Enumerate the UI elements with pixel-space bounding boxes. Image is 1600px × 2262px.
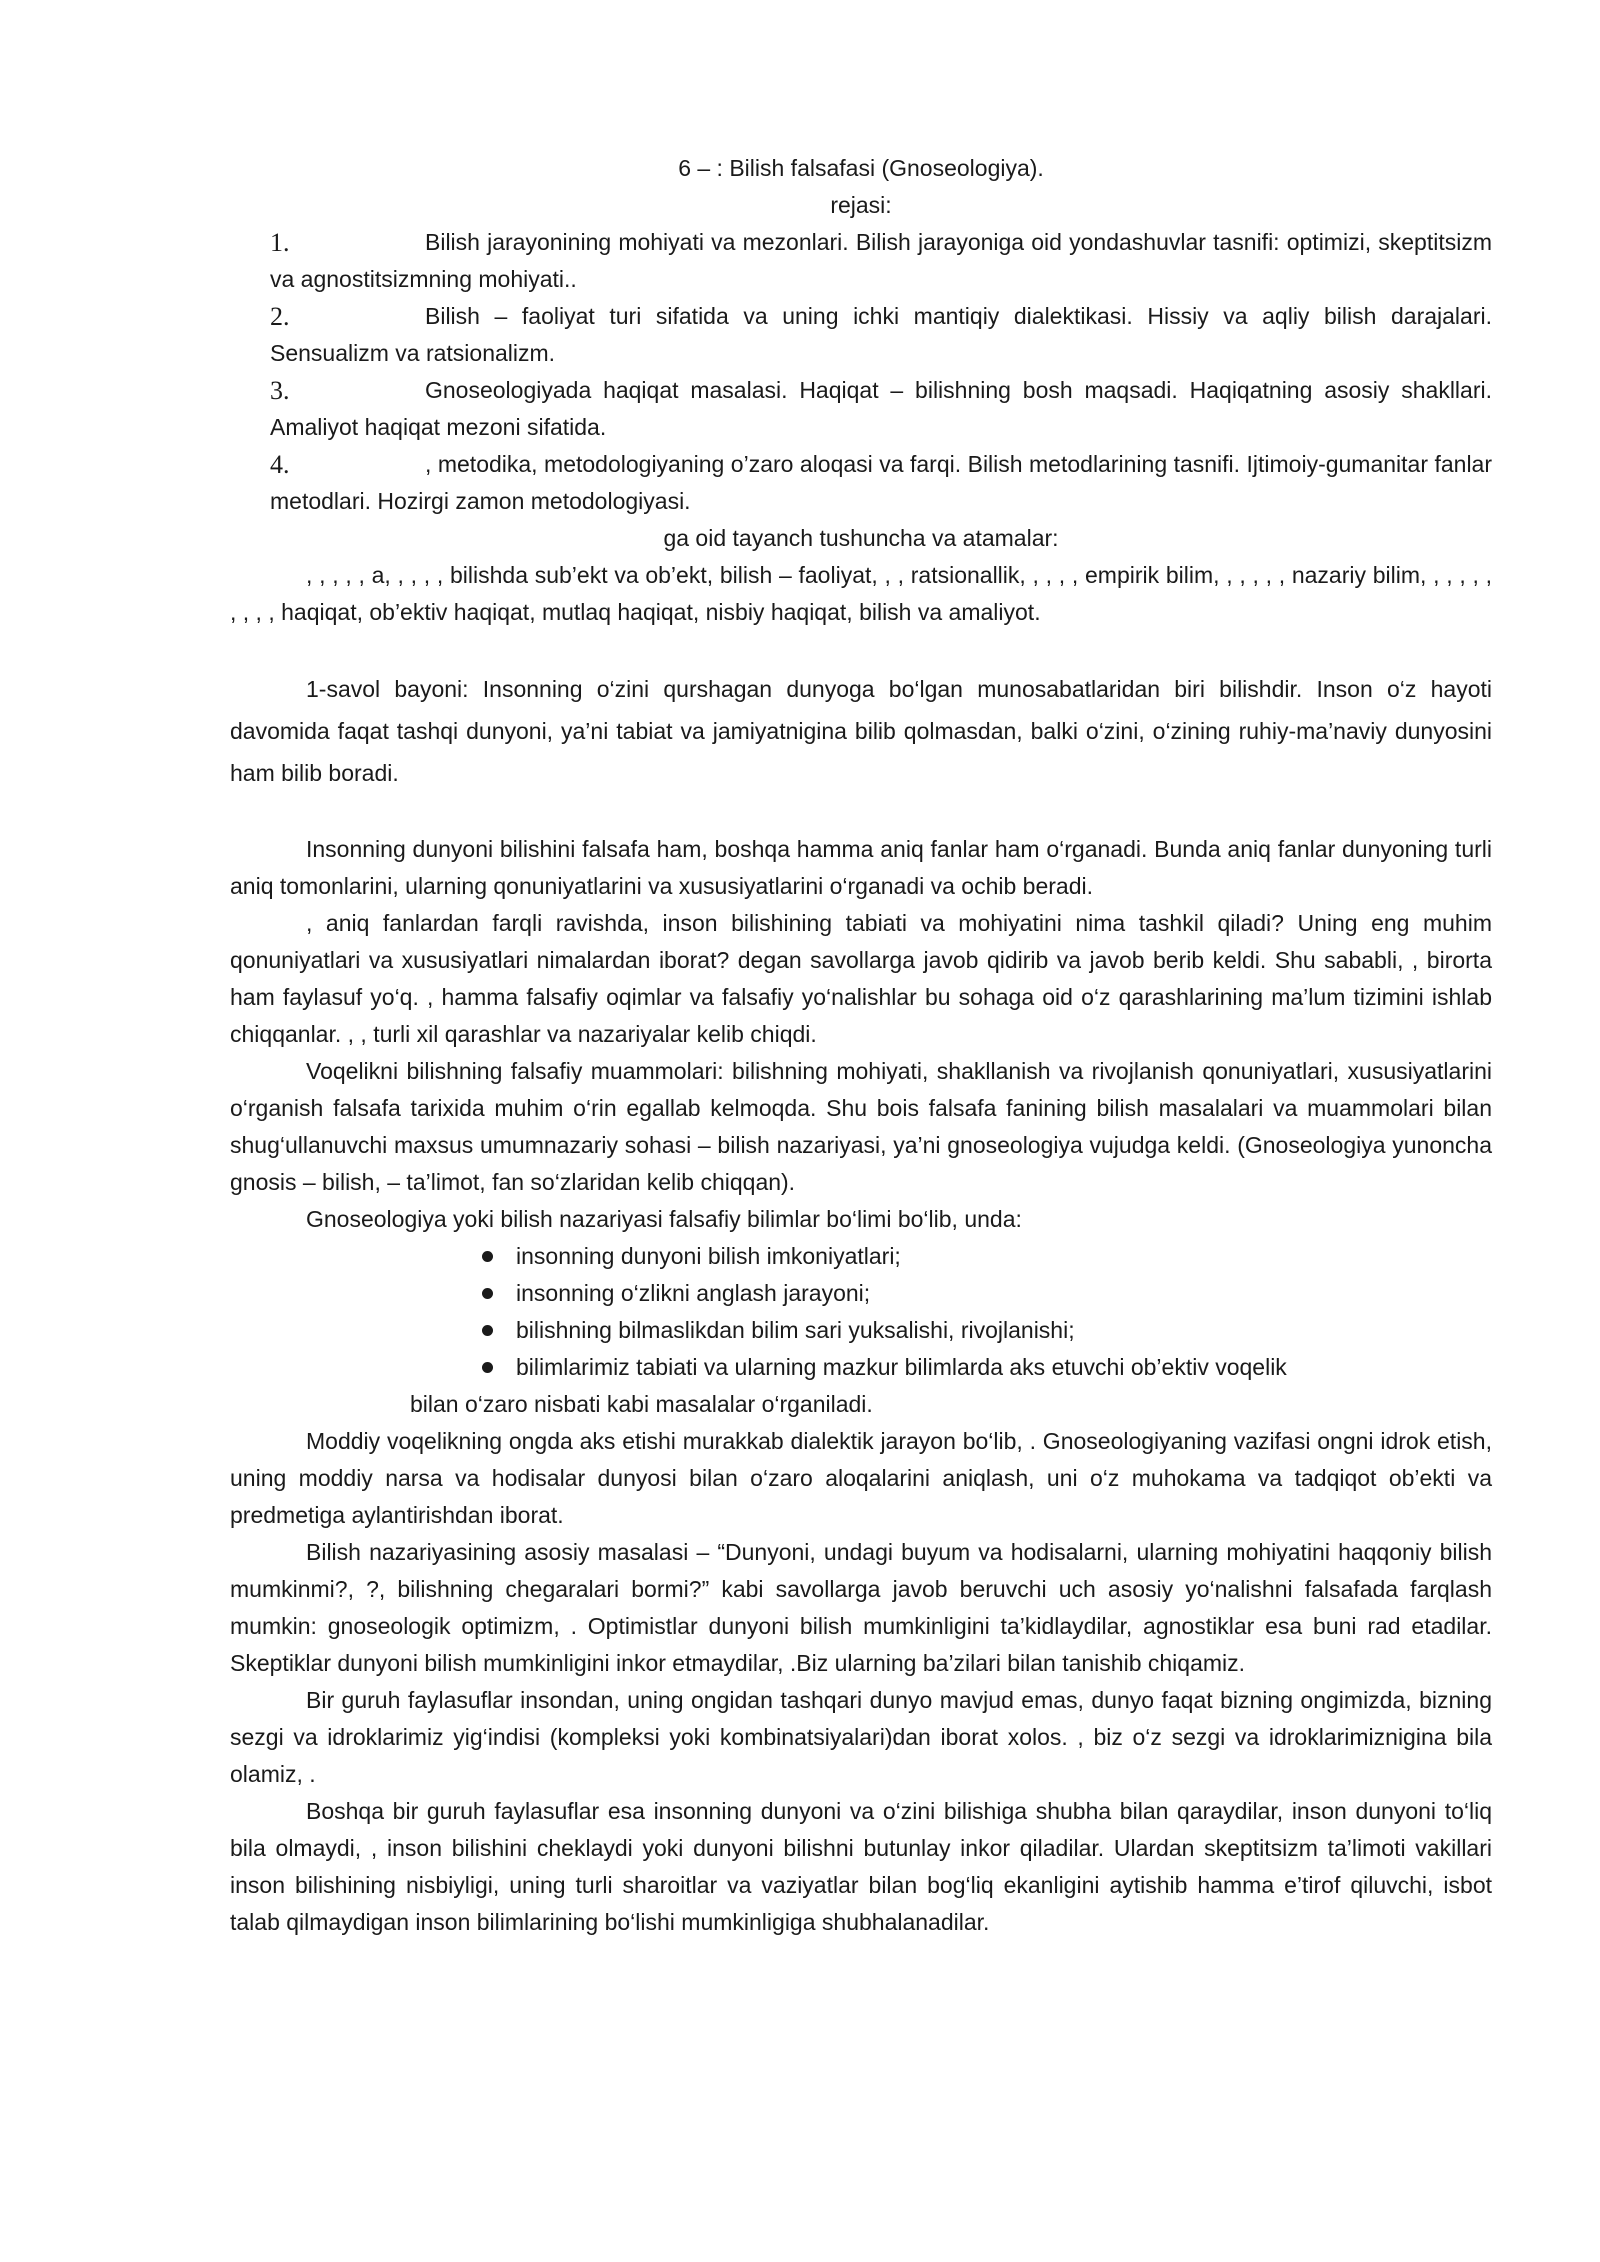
bullet-item: insonning o‘zlikni anglash jarayoni; <box>480 1275 1492 1312</box>
plan-text: Bilish jarayonining mohiyati va mezonlari. Bilish jarayoniga oid yondashuvlar tasnifi: optimizi, skeptitsizm va agnostitsizmning mohiyati.. <box>270 229 1492 292</box>
plan-text: Gnoseologiyada haqiqat masalasi. Haqiqat – bilishning bosh maqsadi. Haqiqatning asosiy shakllari. Amaliyot haqiqat mezoni sifatida. <box>270 377 1492 440</box>
body-paragraph: Bir guruh faylasuflar insondan, uning ongidan tashqari dunyo mavjud emas, dunyo faqat bizning ongimizda, bizning sezgi va idroklarimiz yig‘indisi (kompleksi yoki kombinatsiyalari)dan iborat xolos. , biz o‘z sezgi va idroklarimiznigina bila olamiz, . <box>230 1687 1492 1787</box>
plan-text: Bilish – faoliyat turi sifatida va uning ichki mantiqiy dialektikasi. Hissiy va aqliy bilish darajalari. Sensualizm va ratsionalizm. <box>270 303 1492 366</box>
bullet-item: insonning dunyoni bilish imkoniyatlari; <box>480 1238 1492 1275</box>
bullet-list <box>230 1238 1492 1386</box>
body-paragraph: Boshqa bir guruh faylasuflar esa insonning dunyoni va o‘zini bilishiga shubha bilan qaraydilar, inson dunyoni to‘liq bila olmaydi, , inson bilishini cheklaydi yoki dunyoni bilishni butunlay inkor qiladilar. Ulardan skeptitsizm ta’limoti vakillari inson bilishining nisbiyligi, uning turli sharoitlar va vaziyatlar bilan bog‘liq ekanligini aytishib hamma e’tirof qiluvchi, isbot talab qilmaydigan inson bilimlarining bo‘lishi mumkinligiga shubhalanadilar. <box>230 1798 1492 1935</box>
plan-number: 2. <box>270 302 290 331</box>
body-paragraph: Bilish nazariyasining asosiy masalasi – “Dunyoni, undagi buyum va hodisalarni, ularning mohiyatini haqqoniy bilish mumkinmi?, ?, bilishning chegaralari bormi?” kabi savollarga javob beruvchi uch asosiy yo‘nalishni falsafada farqlash mumkin: gnoseologik optimizm, . Optimistlar dunyoni bilish mumkinligini ta’kidlaydilar, agnostiklar esa buni rad etadilar. Skeptiklar dunyoni bilish mumkinligini inkor etmaydilar, .Biz ularning ba’zilari bilan tanishib chiqamiz. <box>230 1539 1492 1676</box>
plan-number: 4. <box>270 450 290 479</box>
plan-item <box>270 224 1492 298</box>
document-page <box>230 150 1492 1941</box>
keywords-text: , , , , , a, , , , , bilishda sub’ekt va ob’ekt, bilish – faoliyat, , , ratsionallik, , , , , empirik bilim, , , , , , nazariy bilim, , , , , , , , , , haqiqat, ob’ektiv haqiqat, mutlaq haqiqat, nisbiy haqiqat, bilish va amaliyot. <box>230 562 1492 625</box>
plan-heading: rejasi: <box>830 192 892 218</box>
body-paragraph: Voqelikni bilishning falsafiy muammolari: bilishning mohiyati, shakllanish va rivojlanish qonuniyatlari, xususiyatlarini o‘rganish falsafa tarixida muhim o‘rin egallab kelmoqda. Shu bois falsafa fanining bilish masalalari va muammolari bilan shug‘ullanuvchi maxsus umumnazariy sohasi – bilish nazariyasi, ya’ni gnoseologiya vujudga keldi. (Gnoseologiya yunoncha gnosis – bilish, – ta’limot, fan so‘zlaridan kelib chiqqan). <box>230 1058 1492 1195</box>
plan-item <box>270 372 1492 446</box>
bullet-item: bilishning bilmaslikdan bilim sari yuksalishi, rivojlanishi; <box>480 1312 1492 1349</box>
question-1-paragraph: 1-savol bayoni: Insonning o‘zini qurshagan dunyoga bo‘lgan munosabatlaridan biri bilishdir. Inson o‘z hayoti davomida faqat tashqi dunyoni, ya’ni tabiat va jamiyatnigina bilib qolmasdan, balki o‘zini, o‘zining ruhiy-ma’naviy dunyosini ham bilib boradi. <box>230 676 1492 786</box>
bullet-item: bilimlarimiz tabiati va ularning mazkur bilimlarda aks etuvchi ob’ektiv voqelik <box>480 1349 1492 1386</box>
plan-item <box>270 446 1492 520</box>
body-paragraph: , aniq fanlardan farqli ravishda, inson bilishining tabiati va mohiyatini nima tashkil qiladi? Uning eng muhim qonuniyatlari va xususiyatlari nimalardan iborat? degan savollarga javob qidirib va javob berib keldi. Shu sababli, , birorta ham faylasuf yo‘q. , hamma falsafiy oqimlar va falsafiy yo‘nalishlar bu sohaga oid o‘z qarashlarining ma’lum tizimini ishlab chiqqanlar. , , turli xil qarashlar va nazariyalar kelib chiqdi. <box>230 910 1492 1047</box>
keywords-heading: ga oid tayanch tushuncha va atamalar: <box>663 525 1059 551</box>
bullet-continuation: bilan o‘zaro nisbati kabi masalalar o‘rganiladi. <box>410 1391 873 1417</box>
plan-text: , metodika, metodologiyaning o’zaro aloqasi va farqi. Bilish metodlarining tasnifi. Ijtimoiy-gumanitar fanlar metodlari. Hozirgi zamon metodologiyasi. <box>270 451 1492 514</box>
plan-number: 1. <box>270 228 290 257</box>
body-paragraph: Gnoseologiya yoki bilish nazariyasi falsafiy bilimlar bo‘limi bo‘lib, unda: <box>306 1206 1022 1232</box>
page-title: 6 – : Bilish falsafasi (Gnoseologiya). <box>678 155 1044 181</box>
plan-number: 3. <box>270 376 290 405</box>
body-paragraph: Insonning dunyoni bilishini falsafa ham, boshqa hamma aniq fanlar ham o‘rganadi. Bunda aniq fanlar dunyoning turli aniq tomonlarini, ularning qonuniyatlarini va xususiyatlarini o‘rganadi va ochib beradi. <box>230 836 1492 899</box>
body-paragraph: Moddiy voqelikning ongda aks etishi murakkab dialektik jarayon bo‘lib, . Gnoseologiyaning vazifasi ongni idrok etish, uning moddiy narsa va hodisalar dunyosi bilan o‘zaro aloqalarini aniqlash, uni o‘z muhokama va tadqiqot ob’ekti va predmetiga aylantirishdan iborat. <box>230 1428 1492 1528</box>
plan-list <box>270 224 1492 520</box>
plan-item <box>270 298 1492 372</box>
